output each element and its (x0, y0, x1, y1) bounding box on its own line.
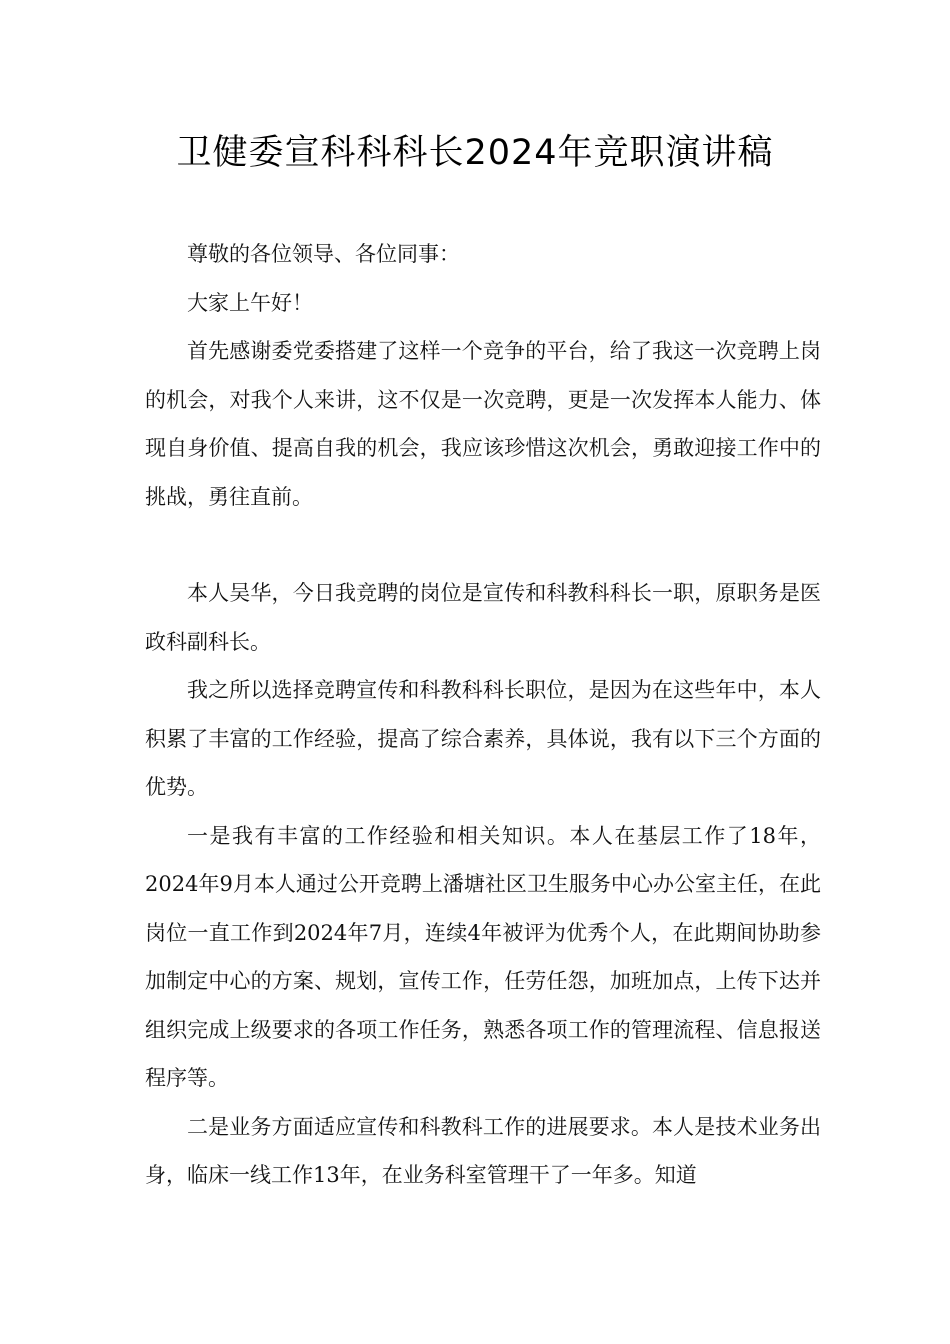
paragraph-motivation: 我之所以选择竞聘宣传和科教科科长职位，是因为在这些年中，本人积累了丰富的工作经验，提高了综合素养，具体说，我有以下三个方面的优势。 (145, 678, 821, 799)
greeting: 大家上午好！ (187, 290, 313, 315)
document-title: 卫健委宣科科科长2024年竞职演讲稿 (176, 133, 774, 173)
salutation: 尊敬的各位领导、各位同事： (187, 242, 460, 266)
paragraph-advantage-one: 一是我有丰富的工作经验和相关知识。本人在基层工作了18年，2024年9月本人通过公开竞聘上潘塘社区卫生服务中心办公室主任，在此岗位一直工作到2024年7月，连续4年被评为优秀个人，在此期间协助参加制定中心的方案、规划，宣传工作，任劳任怨，加班加点，上传下达并组织完成上级要求的各项工作任务，熟悉各项工作的管理流程、信息报送程序等。 (145, 823, 821, 1090)
paragraph-introduction: 本人吴华，今日我竞聘的岗位是宣传和科教科科长一职，原职务是医政科副科长。 (145, 581, 821, 654)
paragraph-thanks: 首先感谢委党委搭建了这样一个竞争的平台，给了我这一次竞聘上岗的机会，对我个人来讲，这不仅是一次竞聘，更是一次发挥本人能力、体现自身价值、提高自我的机会，我应该珍惜这次机会，勇敢迎接工作中的挑战，勇往直前。 (145, 339, 821, 509)
document-body (145, 230, 821, 1200)
paragraph-gap (145, 521, 821, 569)
paragraph-advantage-two: 二是业务方面适应宣传和科教科工作的进展要求。本人是技术业务出身，临床一线工作13年，在业务科室管理干了一年多。知道 (145, 1114, 821, 1187)
